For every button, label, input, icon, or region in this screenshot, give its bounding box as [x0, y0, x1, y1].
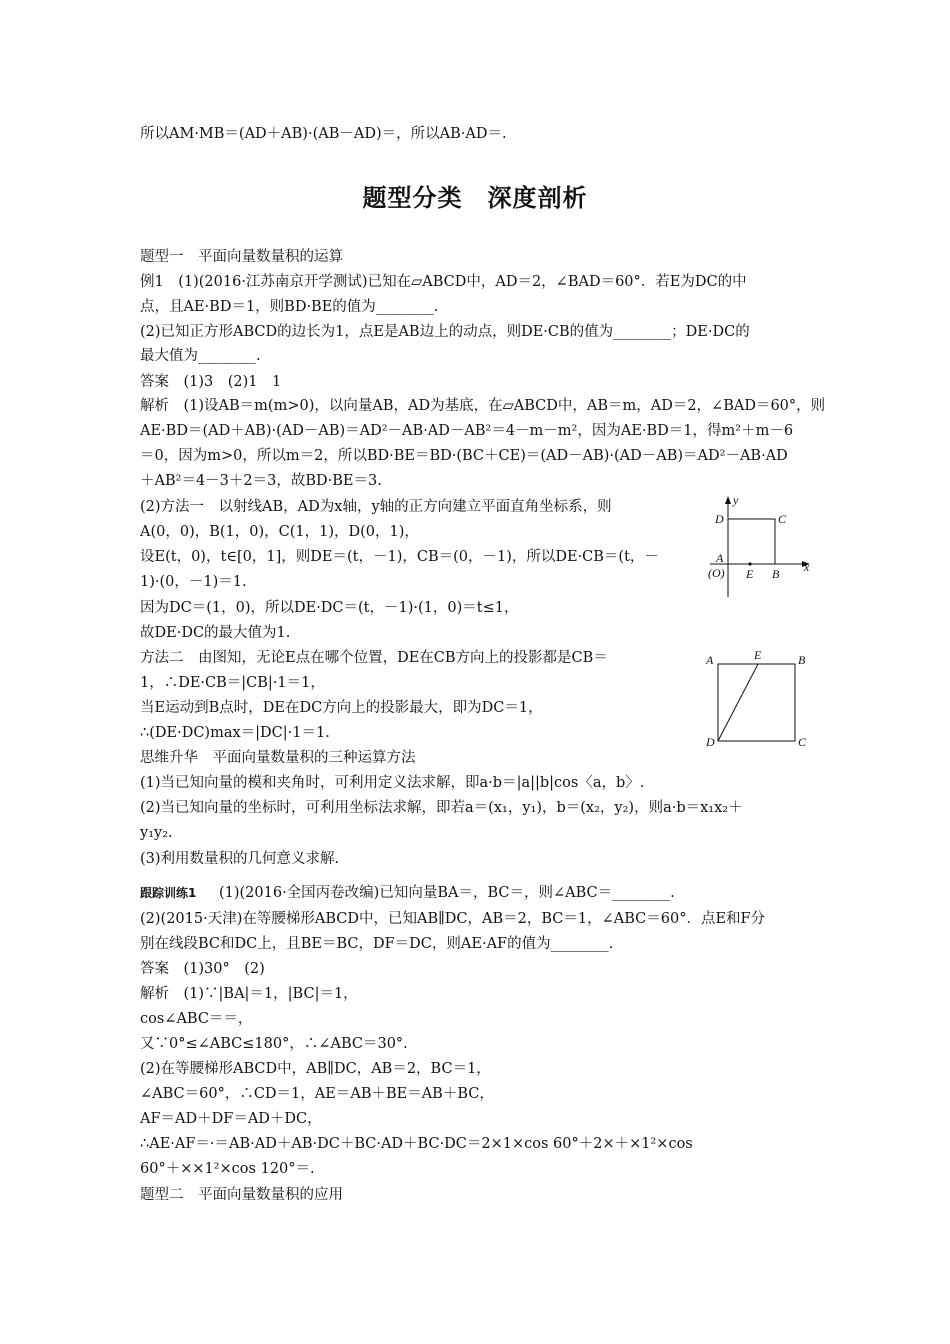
text-line: ∠ABC＝60°，∴CD＝1，AE＝AB＋BE＝AB＋BC， — [140, 1086, 494, 1102]
text-line: 解析 (1)∵|BA|＝1，|BC|＝1， — [140, 986, 358, 1002]
text-line: (2)已知正方形ABCD的边长为1，点E是AB边上的动点，则DE·CB的值为________；DE·DC的 — [140, 324, 750, 340]
label-e: E — [746, 567, 754, 581]
label-b: B — [798, 653, 806, 667]
point-e — [748, 562, 751, 565]
text-line: 因为DC＝(1，0)，所以DE·DC＝(t，－1)·(1，0)＝t≤1， — [140, 600, 519, 616]
section-heading: 题型分类 深度剖析 — [362, 184, 588, 212]
label-a: A — [706, 653, 714, 667]
text-line: 题型一 平面向量数量积的运算 — [140, 249, 343, 265]
text-line: (2)当已知向量的坐标时，可利用坐标法求解，即若a＝(x₁，y₁)，b＝(x₂，y₂)，则a·b＝x₁x₂＋ — [140, 800, 743, 816]
text-line: (2)方法一 以射线AB，AD为x轴，y轴的正方向建立平面直角坐标系，则 — [140, 499, 612, 515]
text-line: AE·BD＝(AD＋AB)·(AD－AB)＝AD²－AB·AD－AB²＝4－m－m²，因为AE·BD＝1，得m²＋m－6 — [140, 423, 794, 439]
square-abcd — [718, 664, 795, 741]
text-line: 最大值为________. — [140, 348, 261, 364]
text-line: ∴AE·AF＝·＝AB·AD＋AB·DC＋BC·AD＋BC·DC＝2×1×cos 60°＋2×＋×1²×cos — [140, 1136, 693, 1152]
label-c: C — [778, 512, 787, 526]
label-e: E — [754, 648, 762, 662]
text-line: 又∵0°≤∠ABC≤180°，∴∠ABC＝30°. — [140, 1036, 408, 1052]
text-line: 思维升华 平面向量数量积的三种运算方法 — [140, 750, 416, 766]
text-line: cos∠ABC＝＝， — [140, 1011, 253, 1027]
text-line: 答案 (1)30° (2) — [140, 961, 265, 977]
label-d: D — [715, 512, 724, 526]
text-line: A(0，0)，B(1，0)，C(1，1)，D(0，1)， — [140, 524, 419, 540]
text-line: 故DE·DC的最大值为1. — [140, 625, 291, 641]
text-line: 答案 (1)3 (2)1 1 — [140, 374, 282, 390]
text-line: 设E(t，0)，t∈[0，1]，则DE＝(t，－1)，CB＝(0，－1)，所以DE·CB＝(t，－ — [140, 549, 659, 565]
label-c: C — [798, 735, 807, 749]
text-line: 别在线段BC和DC上，且BE＝BC，DF＝DC，则AE·AF的值为________. — [140, 936, 614, 952]
label-o: (O) — [708, 566, 725, 580]
square — [728, 519, 775, 564]
text-line: (1)当已知向量的模和夹角时，可利用定义法求解，即a·b＝|a||b|cos〈a，b〉. — [140, 775, 645, 791]
text-line: 点，且AE·BD＝1，则BD·BE的值为________. — [140, 299, 439, 315]
segment-de — [718, 664, 758, 741]
text-line: ＋AB²＝4－3＋2＝3，故BD·BE＝3. — [140, 473, 382, 489]
text-line: 方法二 由图知，无论E点在哪个位置，DE在CB方向上的投影都是CB＝ — [140, 650, 608, 666]
text-line: (3)利用数量积的几何意义求解. — [140, 851, 340, 867]
text-line: 1)·(0，－1)＝1. — [140, 574, 247, 590]
label-a: A — [716, 551, 724, 565]
text-line: (2)在等腰梯形ABCD中，AB∥DC，AB＝2，BC＝1， — [140, 1061, 491, 1077]
square-figure — [700, 648, 815, 750]
training-label: 跟踪训练1 — [140, 886, 197, 900]
text-line: 当E运动到B点时，DE在DC方向上的投影最大，即为DC＝1， — [140, 700, 543, 716]
text-line: AF＝AD＋DF＝AD＋DC， — [140, 1111, 322, 1127]
text-line: 1，∴DE·CB＝|CB|·1＝1， — [140, 675, 325, 691]
training-question: (1)(2016·全国丙卷改编)已知向量BA＝，BC＝，则∠ABC＝________. — [218, 885, 675, 901]
text-line: ＝0，因为m>0，所以m＝2，所以BD·BE＝BD·(BC＋CE)＝(AD－AB)·(AD－AB)＝AD²－AB·AD — [140, 448, 788, 464]
coordinate-figure — [700, 492, 815, 602]
intro-line: 所以AM·MB＝(AD＋AB)·(AB－AD)＝，所以AB·AD＝. — [140, 126, 507, 142]
text-line: 例1 (1)(2016·江苏南京开学测试)已知在▱ABCD中，AD＝2，∠BAD＝60°．若E为DC的中 — [140, 274, 747, 290]
text-line: y₁y₂. — [140, 825, 173, 841]
text-line: 解析 (1)设AB＝m(m>0)，以向量AB，AD为基底，在▱ABCD中，AB＝m，AD＝2，∠BAD＝60°，则 — [140, 398, 826, 414]
label-y: y — [733, 493, 739, 507]
label-d: D — [706, 735, 715, 749]
text-line: 题型二 平面向量数量积的应用 — [140, 1187, 343, 1203]
text-line: (2)(2015·天津)在等腰梯形ABCD中，已知AB∥DC，AB＝2，BC＝1，∠ABC＝60°．点E和F分 — [140, 911, 766, 927]
text-line: 60°＋××1²×cos 120°＝. — [140, 1161, 315, 1177]
label-x: x — [804, 560, 810, 574]
training-line — [140, 883, 675, 903]
label-b: B — [772, 567, 780, 581]
y-axis-arrow — [725, 496, 731, 504]
text-line: ∴(DE·DC)max＝|DC|·1＝1. — [140, 725, 330, 741]
